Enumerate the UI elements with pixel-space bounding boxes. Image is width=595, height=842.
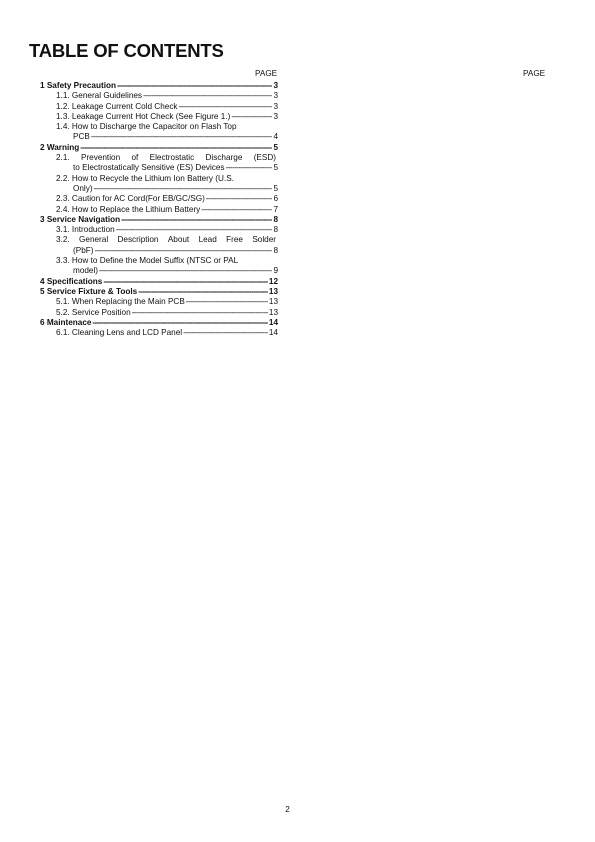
dot-leader [94,184,273,194]
toc-subsection-entry[interactable] [40,102,278,112]
toc-entry-word: (ESD) [253,153,276,163]
toc-entry-title: 4 Specifications [40,276,103,286]
toc-page-number: 6 [273,194,278,204]
toc-subsection-entry[interactable] [40,308,278,318]
toc-subsection-entry[interactable] [40,328,278,338]
toc-section-entry[interactable] [40,318,278,328]
dot-leader [143,91,272,101]
toc-entry-title: 6 Maintenace [40,317,92,327]
toc-entry-continuation[interactable] [40,184,278,194]
toc-subsection-entry[interactable] [40,235,278,245]
toc-entry-title: 5 Service Fixture & Tools [40,286,138,296]
toc-entry-title: 6.1. Cleaning Lens and LCD Panel [56,328,183,338]
toc-entry-continuation[interactable] [40,266,278,276]
toc-entry-title: 3.1. Introduction [56,225,115,235]
toc-entry-title: 1.3. Leakage Current Hot Check (See Figure 1.) [56,111,231,121]
toc-entry-title: PCB [73,132,90,142]
toc-entry-word: Solder [252,235,276,245]
toc-subsection-entry[interactable] [40,205,278,215]
page-title: TABLE OF CONTENTS [29,40,224,61]
toc-entry-continuation[interactable] [40,132,278,142]
toc-page-number: 14 [268,328,278,338]
dot-leader [201,205,272,215]
toc-entry-title: 1.4. How to Discharge the Capacitor on Flash Top [56,122,237,132]
dot-leader [80,143,272,153]
toc-section-entry[interactable] [40,215,278,225]
dot-leader [117,81,272,91]
dot-leader [91,132,273,142]
toc-page-number: 14 [268,317,278,327]
dot-leader [94,246,272,256]
toc-entry-word: Lead [198,235,217,245]
toc-entry-word: General [79,235,109,245]
toc-subsection-entry[interactable] [40,194,278,204]
dot-leader [206,194,273,204]
toc-subsection-entry[interactable] [40,225,278,235]
dot-leader [121,215,272,225]
toc-page-number: 4 [273,132,278,142]
toc-page-number: 8 [273,225,278,235]
toc-entry-word: of [131,153,139,163]
dot-leader [179,102,273,112]
toc-entry-title: (PbF) [73,245,94,255]
page-number: 2 [285,805,290,814]
toc-entry-title: model) [73,266,99,276]
toc-subsection-entry[interactable] [40,297,278,307]
toc-page-number: 3 [273,81,278,90]
toc-entry-title: 1 Safety Precaution [40,81,116,90]
toc-page-number: 13 [268,286,278,296]
toc-page-number: 13 [268,297,278,307]
toc-section-entry[interactable] [40,143,278,153]
toc-entry-title: 3 Service Navigation [40,214,121,224]
toc-entry-title: 2 Warning [40,142,80,152]
toc-page-number: 9 [273,266,278,276]
toc-page-number: 3 [273,101,278,111]
toc-page-number: 12 [268,276,278,286]
toc-entry-word: About [167,235,190,245]
toc-page-number: 8 [273,245,278,255]
toc-entry-title: 1.1. General Guidelines [56,91,143,101]
toc-page-number: 13 [268,307,278,317]
toc-entry-title: Only) [73,183,93,193]
toc-entry-title: 2.4. How to Replace the Lithium Battery [56,204,201,214]
dot-leader [231,112,272,122]
toc-subsection-entry[interactable] [40,122,278,132]
dot-leader [92,318,267,328]
toc-entry-title: 5.2. Service Position [56,307,131,317]
toc-page-number: 3 [273,111,278,121]
toc-entry-continuation[interactable] [40,246,278,256]
toc-entry-word: 3.2. [56,235,70,245]
dot-leader [116,225,273,235]
page-column-header-left: PAGE [255,69,278,78]
toc-page-number: 8 [273,214,278,224]
toc-entry-title: 2.3. Caution for AC Cord(For EB/GC/SG) [56,194,205,204]
dot-leader [103,277,268,287]
toc-subsection-entry[interactable] [40,256,278,266]
toc-entry-word: Free [226,235,243,245]
toc-page-number: 7 [273,204,278,214]
page-column-header-right: PAGE [523,69,546,78]
dot-leader [226,163,273,173]
dot-leader [183,328,268,338]
dot-leader [99,266,272,276]
toc-entry-word: Prevention [80,153,121,163]
toc-subsection-entry[interactable] [40,91,278,101]
toc-page-number: 5 [273,183,278,193]
toc-entry-title: to Electrostatically Sensitive (ES) Devices [73,163,225,173]
toc-entry-title: 5.1. When Replacing the Main PCB [56,297,185,307]
toc-subsection-entry[interactable] [40,153,278,163]
toc-section-entry[interactable] [40,287,278,297]
toc-entry-word: Electrostatic [149,153,195,163]
dot-leader [132,308,268,318]
toc-section-entry[interactable] [40,277,278,287]
table-of-contents [40,81,278,338]
dot-leader [138,287,268,297]
toc-page-number: 3 [273,91,278,101]
toc-entry-word: 2.1. [56,153,70,163]
toc-entry-title: 1.2. Leakage Current Cold Check [56,101,178,111]
toc-subsection-entry[interactable] [40,112,278,122]
toc-page-number: 5 [273,142,278,152]
toc-page-number: 5 [273,163,278,173]
toc-entry-word: Description [117,235,159,245]
toc-section-entry[interactable] [40,81,278,91]
toc-subsection-entry[interactable] [40,174,278,184]
toc-entry-title: 3.3. How to Define the Model Suffix (NTSC or PAL [56,256,239,266]
toc-entry-title: 2.2. How to Recycle the Lithium Ion Battery (U.S. [56,173,234,183]
toc-entry-word: Discharge [205,153,243,163]
toc-entry-continuation[interactable] [40,163,278,173]
dot-leader [186,297,268,307]
